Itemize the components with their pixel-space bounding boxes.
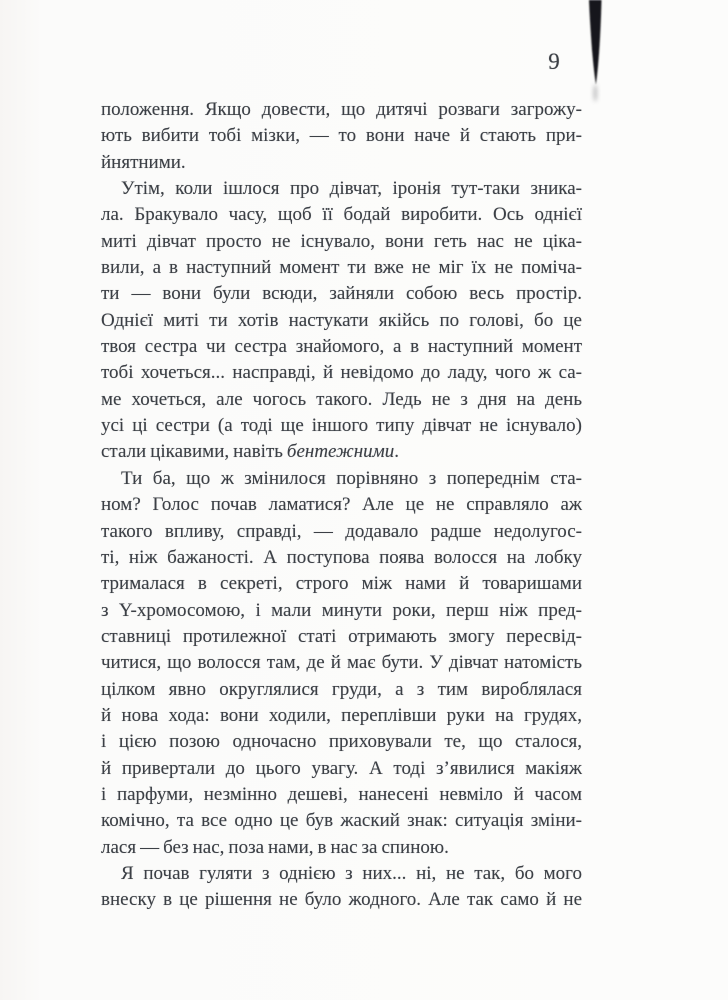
text-segment: внеску в це рішення не було жодного. Але так само й не (101, 889, 582, 911)
text-segment: вили, а в наступний момент ти вже не міг їх не поміча- (101, 257, 582, 279)
text-line (101, 729, 582, 755)
text-line (101, 782, 582, 808)
text-line (101, 97, 582, 123)
italic-text: бентежними (286, 441, 395, 463)
text-line (101, 439, 582, 465)
text-line (101, 571, 582, 597)
text-segment: й привертали до цього увагу. А тоді з’явилися макіяж (101, 757, 582, 779)
text-line (101, 677, 582, 703)
text-line (101, 150, 582, 176)
text-line (101, 281, 582, 307)
text-segment: твоя сестра чи сестра знайомого, а в наступний момент (101, 336, 582, 358)
text-segment: й нова хода: вони ходили, переплівши руки на грудях, (101, 704, 582, 726)
text-line (101, 492, 582, 518)
text-line (101, 387, 582, 413)
paragraph (101, 861, 582, 914)
text-line (101, 598, 582, 624)
text-line (101, 650, 582, 676)
text-line (101, 308, 582, 334)
text-segment: лася — без нас, поза нами, в нас за спиною. (101, 836, 449, 858)
text-segment: ставниці протилежної статі отримають змогу пересвід- (101, 625, 582, 647)
text-line (101, 835, 582, 861)
text-segment: ном? Голос почав ламатися? Але це не справляло аж (101, 494, 582, 516)
text-segment: і цією позою одночасно приховували те, що сталося, (101, 731, 582, 753)
text-line (101, 887, 582, 913)
text-line (101, 861, 582, 887)
text-line (101, 624, 582, 650)
text-segment: усі ці сестри (а тоді ще іншого типу дівчат не існувало) (101, 415, 582, 437)
text-segment: ла. Бракувало часу, щоб її бодай виробити. Ось однієї (101, 204, 582, 226)
text-line (101, 176, 582, 202)
body-text (101, 97, 582, 914)
text-segment: ють вибити тобі мізки, — то вони наче й стають при- (101, 125, 582, 147)
text-line (101, 703, 582, 729)
text-segment: положення. Якщо довести, що дитячі розваги загрожу- (101, 99, 582, 120)
page-number: 9 (548, 49, 560, 74)
ink-smudge-shape (589, 0, 602, 85)
ink-smudge-tail (593, 85, 597, 102)
text-line (101, 334, 582, 360)
text-segment: ме хочеться, але чогось такого. Ледь не з дня на день (101, 388, 582, 410)
text-line (101, 756, 582, 782)
text-segment: трималася в секреті, строго між нами й товаришами (101, 573, 582, 595)
text-segment: читися, що волосся там, де й має бути. У дівчат натомість (101, 652, 582, 674)
text-line (101, 255, 582, 281)
text-segment: Утім, коли ішлося про дівчат, іронія тут-таки зника- (121, 178, 582, 200)
text-segment: стали цікавими, навіть (101, 441, 287, 463)
text-segment: миті дівчат просто не існувало, вони геть нас не ціка- (101, 230, 582, 252)
text-segment: з Y-хромосомою, і мали минути роки, перш ніж пред- (101, 599, 582, 621)
text-line (101, 229, 582, 255)
text-segment: комічно, та все одно це був жаский знак: ситуація зміни- (101, 810, 582, 832)
paragraph (101, 97, 582, 176)
text-segment: цілком явно округлялися груди, а з тим вироблялася (101, 678, 582, 700)
text-line (101, 808, 582, 834)
text-line (101, 466, 582, 492)
paragraph (101, 176, 582, 466)
text-line (101, 545, 582, 571)
text-segment: ти — вони були всюди, зайняли собою весь простір. (101, 283, 582, 305)
text-segment: Однієї миті ти хотів настукати якійсь по голові, бо це (101, 309, 582, 331)
paragraph (101, 466, 582, 861)
text-line (101, 360, 582, 386)
text-line (101, 519, 582, 545)
text-line (101, 202, 582, 228)
text-segment: тобі хочеться... насправді, й невідомо до ладу, чого ж са- (101, 362, 582, 384)
text-segment: . (394, 441, 399, 463)
text-segment: і парфуми, незмінно дешеві, нанесені невміло й часом (101, 783, 582, 805)
text-line (101, 413, 582, 439)
text-segment: такого впливу, справді, — додавало радше недолугос- (101, 520, 582, 542)
text-segment: йнятними. (101, 151, 186, 173)
text-line (101, 123, 582, 149)
text-segment: Ти ба, що ж змінилося порівняно з попереднім ста- (121, 467, 582, 489)
text-segment: Я почав гуляти з однією з них... ні, не так, бо мого (121, 862, 582, 884)
ink-smudge-artifact (584, 0, 610, 110)
text-segment: ті, ніж бажаності. А поступова поява волосся на лобку (101, 546, 582, 568)
